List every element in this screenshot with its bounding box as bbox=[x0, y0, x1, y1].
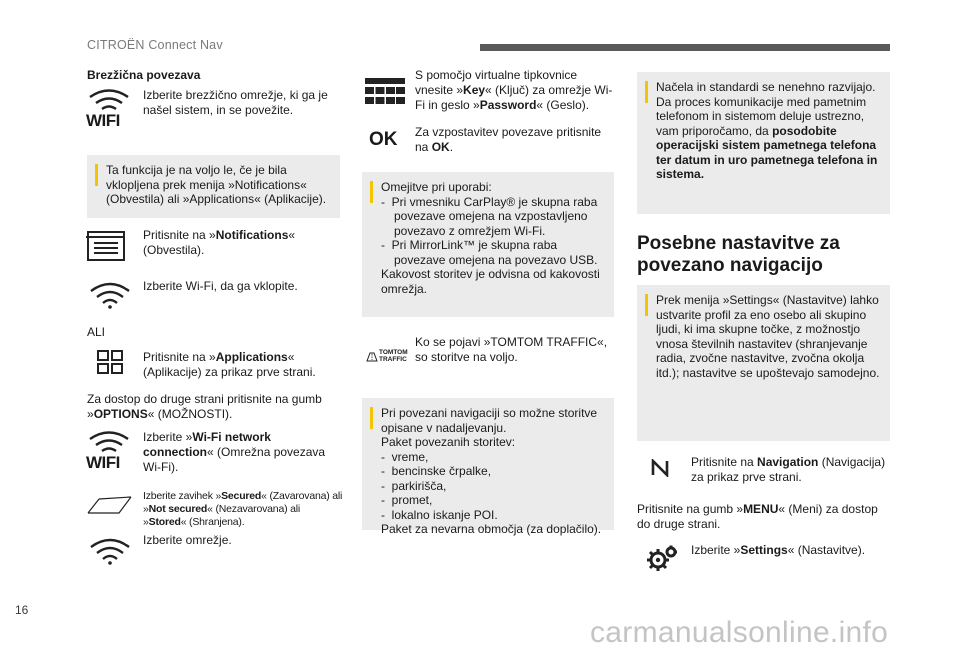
text-part: Izberite » bbox=[143, 430, 193, 444]
note-accent-bar bbox=[645, 294, 648, 316]
text-part: « (Zavarovana) ali » bbox=[143, 490, 343, 515]
keyboard-icon bbox=[365, 78, 405, 108]
note-text: Ta funkcija je na voljo le, če je bila vklopljena prek menija »Notifications« (Obvestila) ali »Applications« (Aplikacije). bbox=[106, 163, 327, 206]
note-accent-bar bbox=[645, 81, 648, 103]
text-part: « (Nezavarovana) ali » bbox=[143, 503, 301, 528]
text-navigation-bold: Navigation bbox=[757, 455, 819, 469]
text-part: . bbox=[449, 140, 454, 154]
page-number: 16 bbox=[15, 603, 29, 617]
text-select-network-2: Izberite omrežje. bbox=[143, 533, 232, 547]
note-text-bold: posodobite operacijski sistem pametnega telefona ter datum in uro pametnega telefona in sistema. bbox=[656, 123, 878, 181]
list-item: - lokalno iskanje POI. bbox=[381, 507, 498, 522]
text-or: ALI bbox=[87, 325, 106, 339]
list-item: - vreme, bbox=[381, 449, 429, 464]
text-press-menu bbox=[637, 502, 892, 532]
header-title: CITROËN Connect Nav bbox=[87, 38, 223, 52]
list-item: - Pri vmesniku CarPlay® je skupna raba povezave omejena na vzpostavljeno povezavo z omrežjem Wi-Fi. bbox=[381, 194, 598, 238]
text-part: « (Omrežna povezava Wi-Fi). bbox=[143, 445, 326, 474]
text-settings-bold: Settings bbox=[740, 543, 788, 557]
text-part: « (Shranjena). bbox=[180, 516, 245, 528]
tab-icon bbox=[87, 493, 133, 519]
text-select-settings bbox=[691, 543, 891, 558]
text-select-network: Izberite brezžično omrežje, ki ga je našel sistem, in se povežite. bbox=[143, 88, 328, 117]
text-part: « (Nastavitve). bbox=[787, 543, 866, 557]
text-press-applications bbox=[143, 350, 338, 380]
note-accent-bar bbox=[95, 164, 98, 186]
text-select-tab bbox=[143, 490, 343, 529]
text-part: « (Ključ) za omrežje Wi-Fi in geslo » bbox=[415, 83, 613, 112]
text-part: Pritisnite na bbox=[691, 455, 758, 469]
header-bar bbox=[480, 44, 890, 51]
text-stored-bold: Stored bbox=[148, 516, 181, 528]
note-function-availability bbox=[87, 155, 340, 218]
text-part: « (MOŽNOSTI). bbox=[147, 407, 233, 421]
text-notifications-bold: Notifications bbox=[215, 228, 289, 242]
tomtom-label bbox=[379, 349, 408, 363]
text-wifi-connection-bold: Wi-Fi network connection bbox=[143, 430, 271, 459]
note-connected-navigation bbox=[362, 398, 614, 536]
text-not-secured-bold: Not secured bbox=[148, 503, 208, 515]
list-item: - bencinske črpalke, bbox=[381, 464, 492, 478]
watermark: carmanualsonline.info bbox=[590, 616, 889, 649]
text-menu-bold: MENU bbox=[743, 502, 779, 516]
text-part: S pomočjo virtualne tipkovnice vnesite » bbox=[415, 68, 578, 97]
text-part: Izberite » bbox=[691, 543, 741, 557]
note-list bbox=[381, 450, 608, 523]
text-tomtom-traffic: Ko se pojavi »TOMTOM TRAFFIC«, so storitve na voljo. bbox=[415, 335, 608, 364]
section-title: Posebne nastavitve za povezano navigacijo bbox=[637, 233, 840, 276]
note-list bbox=[381, 195, 606, 268]
text-part: Pritisnite na gumb » bbox=[637, 502, 744, 516]
text-part: « (Aplikacije) za prikaz prve strani. bbox=[143, 350, 316, 379]
note-accent-bar bbox=[370, 181, 373, 203]
text-press-navigation bbox=[691, 455, 891, 485]
applications-icon bbox=[97, 350, 123, 378]
text-press-ok bbox=[415, 125, 610, 155]
notifications-icon bbox=[86, 228, 126, 268]
text-part: Pritisnite na » bbox=[143, 228, 216, 242]
note-text: Prek menija »Settings« (Nastavitve) lahko ustvarite profil za eno osebo ali skupino ljudi, ki ima skupne točke, z možnostjo vnosa številnih nastavitev (shranjevanje radia, zvočne nastavitve, zvočna okolja itd.); nastavitve se upoštevajo samodejno. bbox=[656, 293, 880, 380]
text-enable-wifi: Izberite Wi-Fi, da ga vklopite. bbox=[143, 279, 298, 293]
note-accent-bar bbox=[370, 407, 373, 429]
note-line: Paket povezanih storitev: bbox=[381, 435, 516, 449]
tomtom-label-line: TRAFFIC bbox=[379, 356, 407, 363]
text-applications-bold: Applications bbox=[215, 350, 288, 364]
text-virtual-keyboard bbox=[415, 68, 615, 113]
note-line: Pri povezani navigaciji so možne storitve opisane v nadaljevanju. bbox=[381, 406, 598, 435]
tomtom-label-line: TOMTOM bbox=[379, 349, 408, 356]
heading-wireless: Brezžična povezava bbox=[87, 68, 201, 82]
text-part: Za dostop do druge strani pritisnite na gumb » bbox=[87, 392, 322, 421]
navigation-icon bbox=[650, 459, 670, 481]
text-part: « (Geslo). bbox=[536, 98, 590, 112]
wifi-icon bbox=[88, 281, 132, 313]
text-part: (Navigacija) za prikaz prve strani. bbox=[691, 455, 886, 484]
note-standards bbox=[637, 72, 890, 214]
wifi-icon bbox=[86, 430, 132, 474]
text-password-bold: Password bbox=[479, 98, 537, 112]
wifi-label: WIFI bbox=[86, 453, 120, 472]
note-text: Načela in standardi se nenehno razvijajo. Da proces komunikacije med pametnim telefonom in sistemom deluje ustrezno, vam priporočamo, da bbox=[656, 80, 876, 138]
text-part: Pritisnite na » bbox=[143, 350, 216, 364]
text-press-notifications bbox=[143, 228, 338, 258]
note-settings-profile bbox=[637, 285, 890, 441]
note-tail: Kakovost storitev je odvisna od kakovosti omrežja. bbox=[381, 267, 600, 296]
wifi-icon bbox=[88, 537, 132, 569]
wifi-icon bbox=[86, 88, 132, 132]
ok-icon: OK bbox=[369, 129, 398, 150]
text-part: « (Obvestila). bbox=[143, 228, 296, 257]
note-title: Omejitve pri uporabi: bbox=[381, 180, 492, 194]
text-secured-bold: Secured bbox=[221, 490, 262, 502]
list-item: - parkirišča, bbox=[381, 478, 447, 493]
list-item: - Pri MirrorLink™ je skupna raba povezave omejena na povezavo USB. bbox=[381, 238, 598, 267]
list-item: - promet, bbox=[381, 493, 433, 507]
settings-gear-icon bbox=[645, 545, 679, 579]
text-ok-bold: OK bbox=[431, 140, 450, 154]
text-options-bold: OPTIONS bbox=[93, 407, 148, 421]
text-wifi-network-connection bbox=[143, 430, 338, 475]
wifi-label: WIFI bbox=[86, 111, 120, 130]
note-usage-limits bbox=[362, 172, 614, 317]
note-tail: Paket za nevarna območja (za doplačilo). bbox=[381, 522, 602, 536]
text-part: Za vzpostavitev povezave pritisnite na bbox=[415, 125, 602, 154]
text-options bbox=[87, 392, 342, 422]
text-part: Izberite zavihek » bbox=[143, 490, 222, 502]
text-part: « (Meni) za dostop do druge strani. bbox=[637, 502, 878, 531]
text-key-bold: Key bbox=[463, 83, 486, 97]
